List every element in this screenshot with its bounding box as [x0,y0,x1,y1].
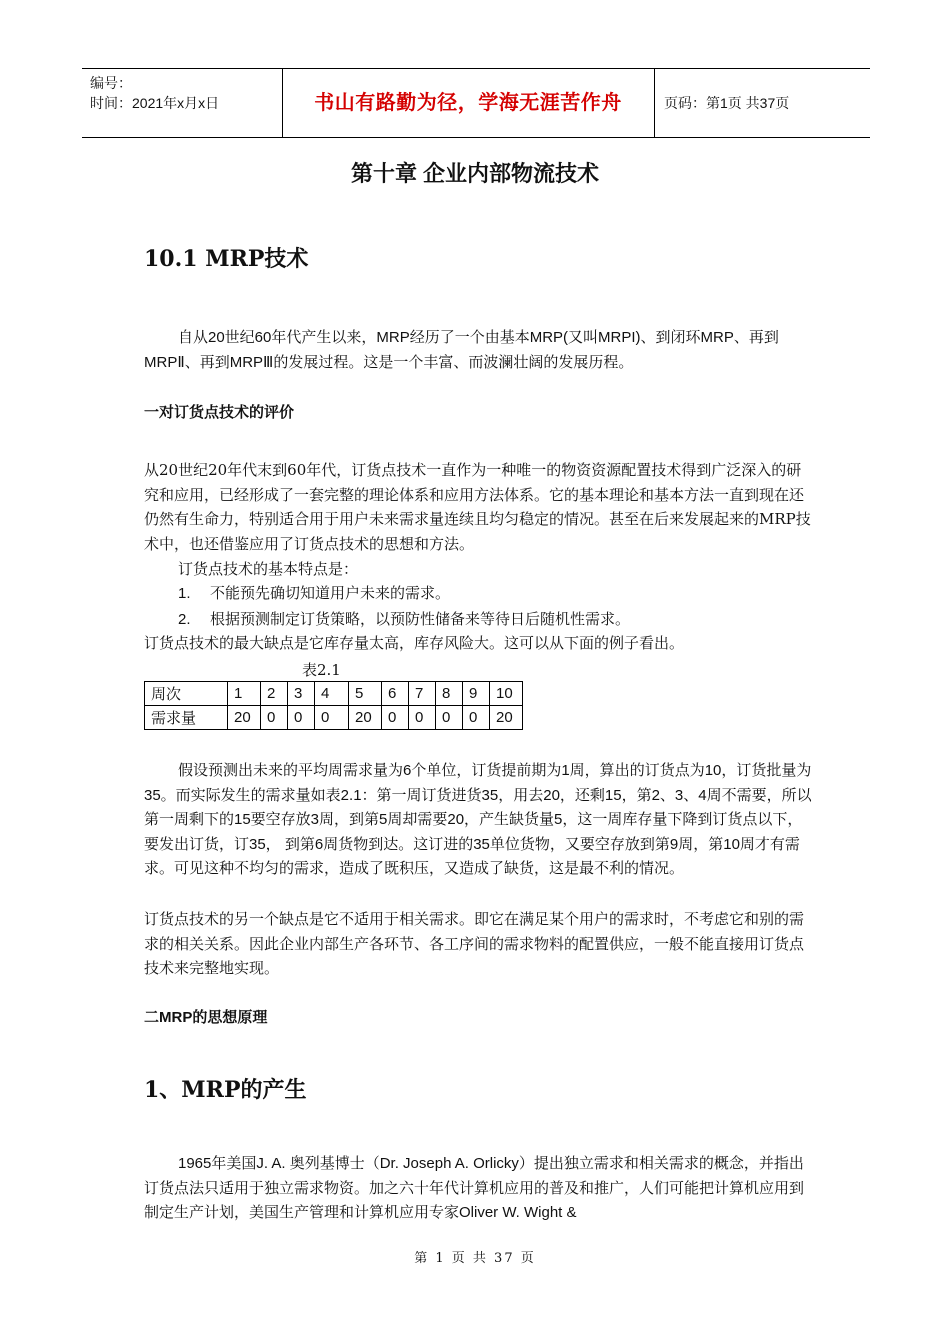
table-cell: 20 [228,706,261,730]
table-cell: 0 [261,706,288,730]
part1-paragraph-5: 订货点技术的另一个缺点是它不适用于相关需求。即它在满足某个用户的需求时，不考虑它和别的需求的相关关系。因此企业内部生产各环节、各工序间的需求物料的配置供应，一般不能直接用订货点技术来完整地实现。 [144,910,805,977]
page-footer: 第 1 页 共 37 页 [414,1251,536,1266]
chapter-title: 第十章 企业内部物流技术 [350,161,600,186]
header-motto-cell [282,69,655,137]
table-cell: 10 [490,682,523,706]
table-cell: 20 [349,706,382,730]
table-row [145,682,523,706]
table-cell: 3 [288,682,315,706]
header-motto: 书山有路勤为径，学海无涯苦作舟 [314,92,622,114]
part1-paragraph-4: 假设预测出未来的平均周需求量为6个单位，订货提前期为1周，算出的订货点为10，订货批量为35。而实际发生的需求量如表2.1：第一周订货进货35，用去20，还剩15，第2、3、4周不需要，所以第一周剩下的15要空存放3周，到第5周却需要20，产生缺货量5，这一周库存量下降到订货点以下，要发出订货，订35， 到第6周货物到达。这订进的35单位货物，又要空存放到第9周，第10周才有需求。可见这种不均匀的需求，造成了既积压，又造成了缺货，这是最不利的情况。 [144,762,812,877]
heading-part1: 一对订货点技术的评价 [144,404,295,421]
table-cell: 9 [463,682,490,706]
list-item [178,607,818,633]
header-date: 时间：2021年x月x日 [90,95,220,111]
table-cell: 2 [261,682,288,706]
table-cell: 0 [436,706,463,730]
table-cell: 0 [463,706,490,730]
part1-paragraph-3: 订货点技术的最大缺点是它库存量太高，库存风险大。这可以从下面的例子看出。 [144,634,685,652]
table-row [145,706,523,730]
list-item-text: 根据预测制定订货策略，以预防性储备来等待日后随机性需求。 [210,609,631,628]
header-meta [82,69,283,137]
part2-paragraph-1: 1965年美国J. A. 奥列基博士（Dr. Joseph A. Orlicky）提出独立需求和相关需求的概念，并指出订货点法只适用于独立需求物资。加之六十年代计算机应用的普及和推广，人们可能把计算机应用到制定生产计划，美国生产管理和计算机应用专家Oliver W. Wight & [144,1155,805,1221]
part1-paragraph-2: 订货点技术的基本特点是： [178,560,359,578]
list-item [178,581,818,607]
list-item-text: 不能预先确切知道用户未来的需求。 [210,584,451,602]
table-cell: 20 [490,706,523,730]
table-cell: 1 [228,682,261,706]
table-cell: 0 [409,706,436,730]
table-cell: 0 [315,706,349,730]
header-page-code: 页码：第1页 共37页 [664,95,790,111]
table-cell: 0 [288,706,315,730]
table-cell: 6 [382,682,409,706]
heading-part2: 二MRP的思想原理 [144,1009,268,1026]
table-row-label: 需求量 [145,706,228,730]
table-cell: 7 [409,682,436,706]
table-caption: 表2.1 [302,661,341,679]
table-cell: 8 [436,682,463,706]
table-row-label: 周次 [145,682,228,706]
section-heading-10-1: 10.1 MRP技术 [144,246,309,272]
demand-table [144,681,523,730]
table-cell: 0 [382,706,409,730]
table-cell: 4 [315,682,349,706]
feature-list [178,581,818,632]
subheading-mrp-origin: 1、MRP的产生 [144,1077,307,1103]
list-item-number: 1. [178,585,191,602]
table-cell: 5 [349,682,382,706]
header-number-label: 编号： [90,75,132,91]
list-item-number: 2. [178,610,191,628]
page-header [82,68,870,138]
header-page-cell [654,69,870,137]
part1-paragraph-1: 从20世纪20年代末到60年代，订货点技术一直作为一种唯一的物资资源配置技术得到广泛深入的研究和应用，已经形成了一套完整的理论体系和应用方法体系。它的基本理论和基本方法一直到现在还仍然有生命力，特别适合用于用户未来需求量连续且均匀稳定的情况。甚至在后来发展起来的MRP技术中，也还借鉴应用了订货点技术的思想和方法。 [144,461,811,553]
intro-paragraph: 自从20世纪60年代产生以来，MRP经历了一个由基本MRP(又叫MRPI)、到闭环MRP、再到MRPⅡ、再到MRPⅢ的发展过程。这是一个丰富、而波澜壮阔的发展历程。 [144,329,779,371]
